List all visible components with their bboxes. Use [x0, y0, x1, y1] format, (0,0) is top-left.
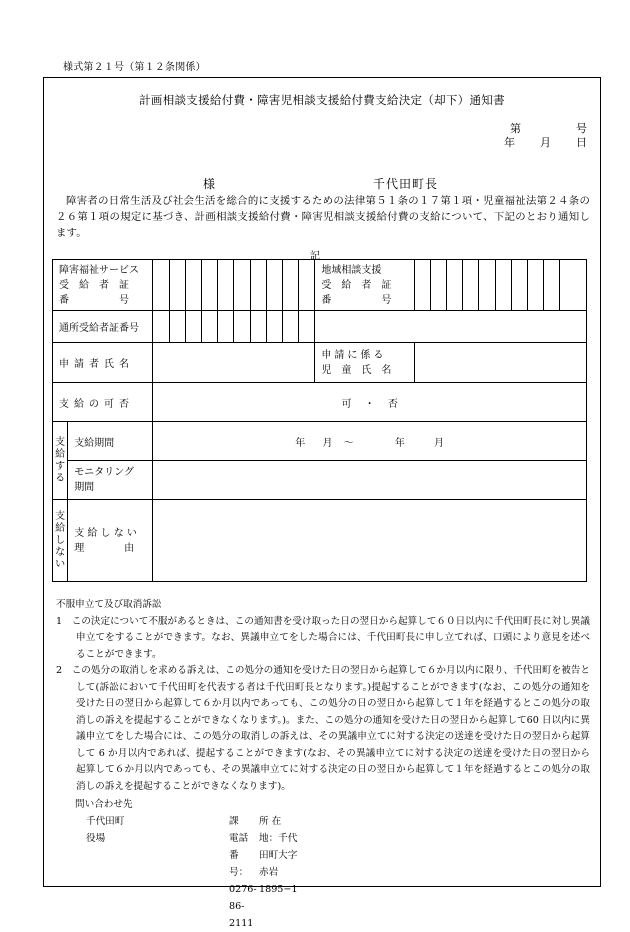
- contact-address: 所 在 地：千代田町大字赤岩 1895−1: [259, 816, 298, 895]
- recipient-no-digit[interactable]: [201, 260, 217, 311]
- contact-block: [71, 796, 298, 929]
- period-label: 支給期間: [68, 422, 153, 461]
- tsusho-no-digit[interactable]: [282, 311, 298, 343]
- contact-phone: 電話番号：0276-86-2111: [229, 833, 257, 929]
- tsusho-no-digit[interactable]: [250, 311, 266, 343]
- number-dai: 第: [510, 122, 521, 135]
- tsusho-no-digit[interactable]: [218, 311, 234, 343]
- notes-item-2: 2 この処分の取消しを求める訴えは、この処分の通知を受けた日の翌日から起算して６か月以内に限り、千代田町を被告として(訴訟において千代田町を代表する者は千代田町長となります。)提起することができます(なお、この処分の通知を受けた日の翌日から起算して６か月以内であっても、この処分の日の翌日から起算して１年を経過するとこの処分の取消しの訴えを提起することができなくなります。)。また、この処分の通知を受けた日の翌日から起算して60 日以内に異議申立てをした場合には、この処分の取消しの訴えは、その異議申立てに対する決定の送達を受けた日の翌日から起算して 6 か月以内であれば、提起することができます(なお、その異議申立てに対する決定の送達を受けた日の翌日から起算して６か月以内であっても、その異議申立てに対する決定の日の翌日から起算して１年を経過するとこの処分の取消しの訴えを提起することができなくなります)。: [56, 665, 590, 792]
- recipient-no-digit[interactable]: [299, 260, 315, 311]
- issuer: 千代田町長: [373, 177, 439, 191]
- recipient-no-digit[interactable]: [266, 260, 282, 311]
- consult-no-digit[interactable]: [479, 260, 495, 311]
- recipient-no-digit[interactable]: [218, 260, 234, 311]
- consult-no-digit[interactable]: [447, 260, 463, 311]
- applicant-label: 申請者氏名: [53, 343, 153, 383]
- tsusho-no-digit[interactable]: [169, 311, 185, 343]
- applicant-name-field[interactable]: [153, 343, 315, 383]
- child-name-label: 申請に係る 児 童 氏 名: [315, 343, 414, 383]
- recipient-no-digit[interactable]: [234, 260, 250, 311]
- tsusho-no-digit[interactable]: [299, 311, 315, 343]
- contact-office: 千代田町役場: [86, 816, 125, 844]
- consult-no-digit[interactable]: [511, 260, 527, 311]
- period-value[interactable]: 年 月 ～ 年 月: [153, 422, 587, 461]
- reason-label: 支 給 し な い 理 由: [68, 500, 153, 582]
- addressee-suffix: 様: [203, 177, 216, 191]
- consult-no-digit[interactable]: [495, 260, 511, 311]
- consult-no-digit[interactable]: [430, 260, 446, 311]
- approval-label: 支給の可否: [53, 383, 153, 422]
- table-row-applicant: [53, 343, 587, 383]
- monitoring-label: モニタリング 期間: [68, 461, 153, 500]
- date-day: 日: [576, 136, 587, 149]
- consult-no-digit[interactable]: [414, 260, 430, 311]
- recipient-no-label: 障害福祉サービス 受 給 者 証 番 号: [53, 260, 153, 311]
- contact-dept: 課: [229, 816, 239, 827]
- monitoring-field[interactable]: [153, 461, 587, 500]
- appeal-notes: [56, 597, 590, 795]
- grant-vertical-label: 支 給 す る: [53, 422, 68, 500]
- consult-no-digit[interactable]: [528, 260, 544, 311]
- consult-no-digit[interactable]: [544, 260, 560, 311]
- table-row-recipient-numbers: [53, 260, 587, 311]
- table-row-monitoring: [53, 461, 587, 500]
- tsusho-blank: [315, 311, 587, 343]
- form-number: 様式第２１号（第１２条関係）: [63, 62, 206, 73]
- recipient-no-digit[interactable]: [153, 260, 169, 311]
- tsusho-no-digit[interactable]: [266, 311, 282, 343]
- approval-value[interactable]: 可 ・ 否: [153, 383, 587, 422]
- table-row-tsusho: [53, 311, 587, 343]
- ki-heading: 記: [310, 251, 320, 262]
- consult-no-label: 地域相談支援 受 給 者 証 番 号: [315, 260, 414, 311]
- notes-heading: 不服申立て及び取消訴訟: [56, 599, 162, 610]
- recipient-no-digit[interactable]: [282, 260, 298, 311]
- number-go: 号: [576, 122, 587, 135]
- table-row-reason: [53, 500, 587, 582]
- contact-label: 問い合わせ先: [75, 799, 133, 810]
- date-year: 年: [504, 136, 515, 149]
- reason-field[interactable]: [153, 500, 587, 582]
- date-month: 月: [540, 136, 551, 149]
- tsusho-no-digit[interactable]: [153, 311, 169, 343]
- decision-table: [52, 259, 587, 582]
- document-title: 計画相談支援給付費・障害児相談支援給付費支給決定（却下）通知書: [139, 93, 505, 107]
- intro-paragraph: 障害者の日常生活及び社会生活を総合的に支援するための法律第５１条の１７第１項・児童福祉法第２４条の２６第１項の規定に基づき、計画相談支援給付費・障害児相談支援給付費の支給について、下記のとおり通知します。: [56, 195, 590, 239]
- child-name-field[interactable]: [414, 343, 586, 383]
- recipient-no-digit[interactable]: [250, 260, 266, 311]
- recipient-no-digit[interactable]: [169, 260, 185, 311]
- consult-no-digit[interactable]: [463, 260, 479, 311]
- tsusho-no-label: 通所受給者証番号: [53, 311, 153, 343]
- table-row-approval: [53, 383, 587, 422]
- table-row-period: [53, 422, 587, 461]
- tsusho-no-digit[interactable]: [185, 311, 201, 343]
- notes-item-1: 1 この決定について不服があるときは、この通知書を受け取った日の翌日から起算して６０日以内に千代田町長に対し異議申立てをすることができます。なお、異議申立てをした場合には、千代田町長に申し立てれば、口頭により意見を述べることができます。: [56, 615, 590, 660]
- recipient-no-digit[interactable]: [185, 260, 201, 311]
- nogrant-vertical-label: 支 給 し な い: [53, 500, 68, 582]
- tsusho-no-digit[interactable]: [201, 311, 217, 343]
- consult-no-digit[interactable]: [560, 260, 587, 311]
- tsusho-no-digit[interactable]: [234, 311, 250, 343]
